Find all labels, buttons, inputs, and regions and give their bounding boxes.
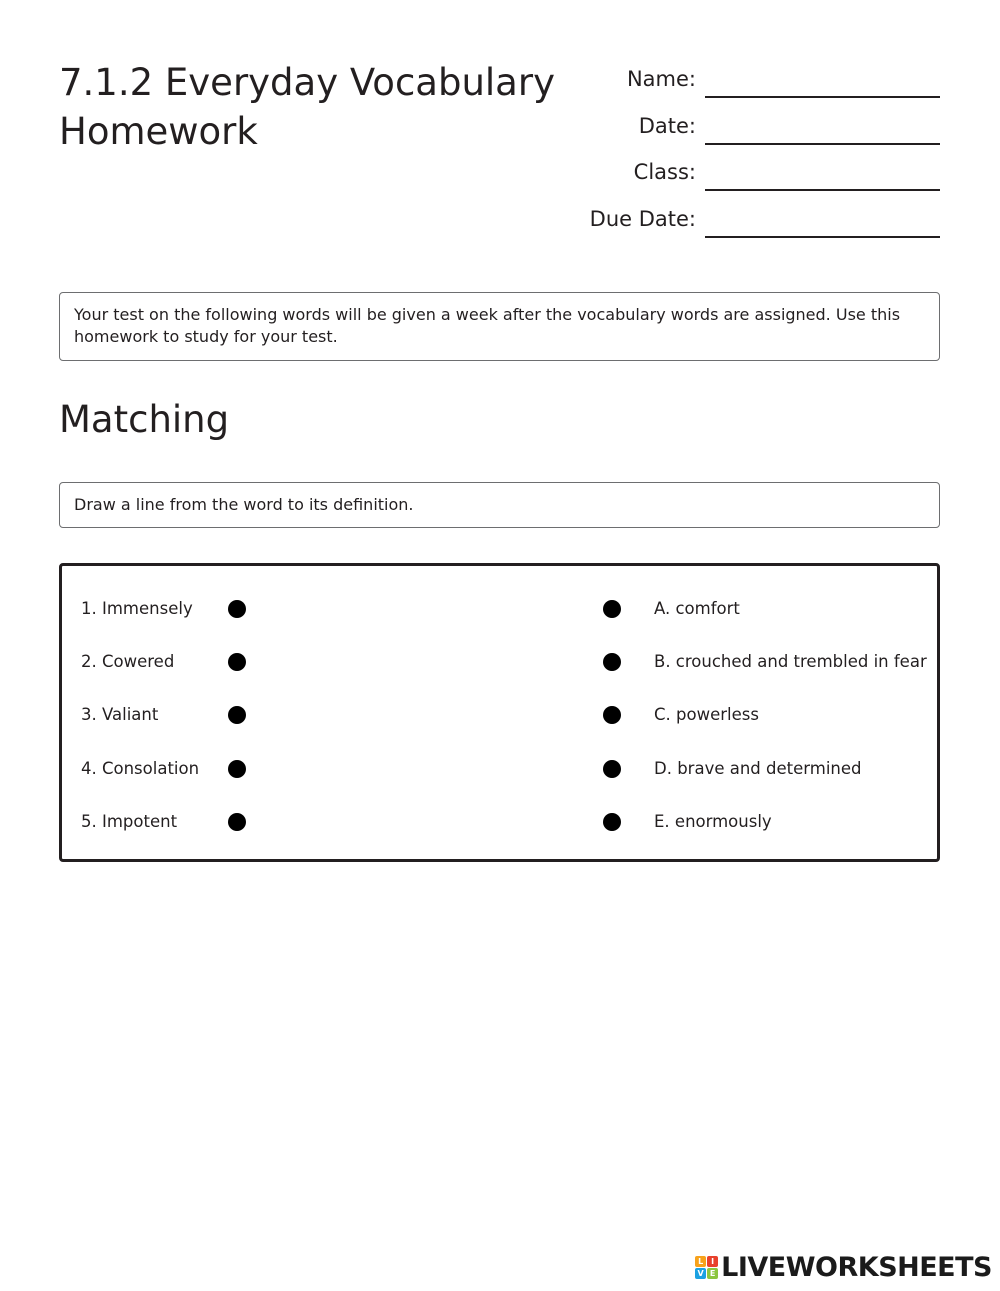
class-label: Class: [633, 160, 696, 184]
match-row [62, 809, 937, 835]
match-word: 1. Immensely [81, 599, 193, 618]
word-dot[interactable] [228, 706, 246, 724]
match-row [62, 702, 937, 728]
word-dot[interactable] [228, 653, 246, 671]
liveworksheets-logo [695, 1252, 992, 1283]
match-definition: E. enormously [654, 812, 772, 831]
due-date-input-line[interactable] [705, 208, 940, 238]
date-field-row [639, 105, 940, 145]
name-label: Name: [626, 67, 696, 91]
matching-box [59, 563, 940, 862]
logo-mark-icon [695, 1256, 718, 1279]
date-input-line[interactable] [705, 115, 940, 145]
due-date-label: Due Date: [589, 207, 696, 231]
match-definition: B. crouched and trembled in fear [654, 652, 927, 671]
match-word: 3. Valiant [81, 705, 159, 724]
name-field-row [627, 58, 940, 98]
match-word: 5. Impotent [81, 812, 178, 831]
word-dot[interactable] [228, 760, 246, 778]
due-date-field-row [590, 198, 940, 238]
definition-dot[interactable] [603, 706, 621, 724]
logo-letter: V [695, 1268, 706, 1279]
match-row [62, 649, 937, 675]
definition-dot[interactable] [603, 760, 621, 778]
class-field-row [634, 151, 940, 191]
match-definition: A. comfort [654, 599, 740, 618]
match-definition: C. powerless [654, 705, 759, 724]
match-word: 2. Cowered [81, 652, 175, 671]
worksheet-title: 7.1.2 Everyday Vocabulary Homework [59, 61, 555, 153]
match-definition: D. brave and determined [654, 759, 862, 778]
instructions-text: Draw a line from the word to its definition. [74, 495, 414, 514]
logo-letter: E [707, 1268, 718, 1279]
date-label: Date: [638, 114, 696, 138]
definition-dot[interactable] [603, 600, 621, 618]
intro-text: Your test on the following words will be given a week after the vocabulary words are assigned. Use this homework to study for your test. [74, 305, 901, 346]
match-row [62, 596, 937, 622]
name-input-line[interactable] [705, 68, 940, 98]
word-dot[interactable] [228, 813, 246, 831]
intro-box [59, 292, 940, 361]
match-word: 4. Consolation [81, 759, 200, 778]
logo-text: LIVEWORKSHEETS [721, 1252, 992, 1283]
word-dot[interactable] [228, 600, 246, 618]
match-row [62, 756, 937, 782]
logo-letter: I [707, 1256, 718, 1267]
logo-letter: L [695, 1256, 706, 1267]
matching-title: Matching [59, 398, 230, 441]
definition-dot[interactable] [603, 813, 621, 831]
instructions-box [59, 482, 940, 528]
definition-dot[interactable] [603, 653, 621, 671]
class-input-line[interactable] [705, 161, 940, 191]
